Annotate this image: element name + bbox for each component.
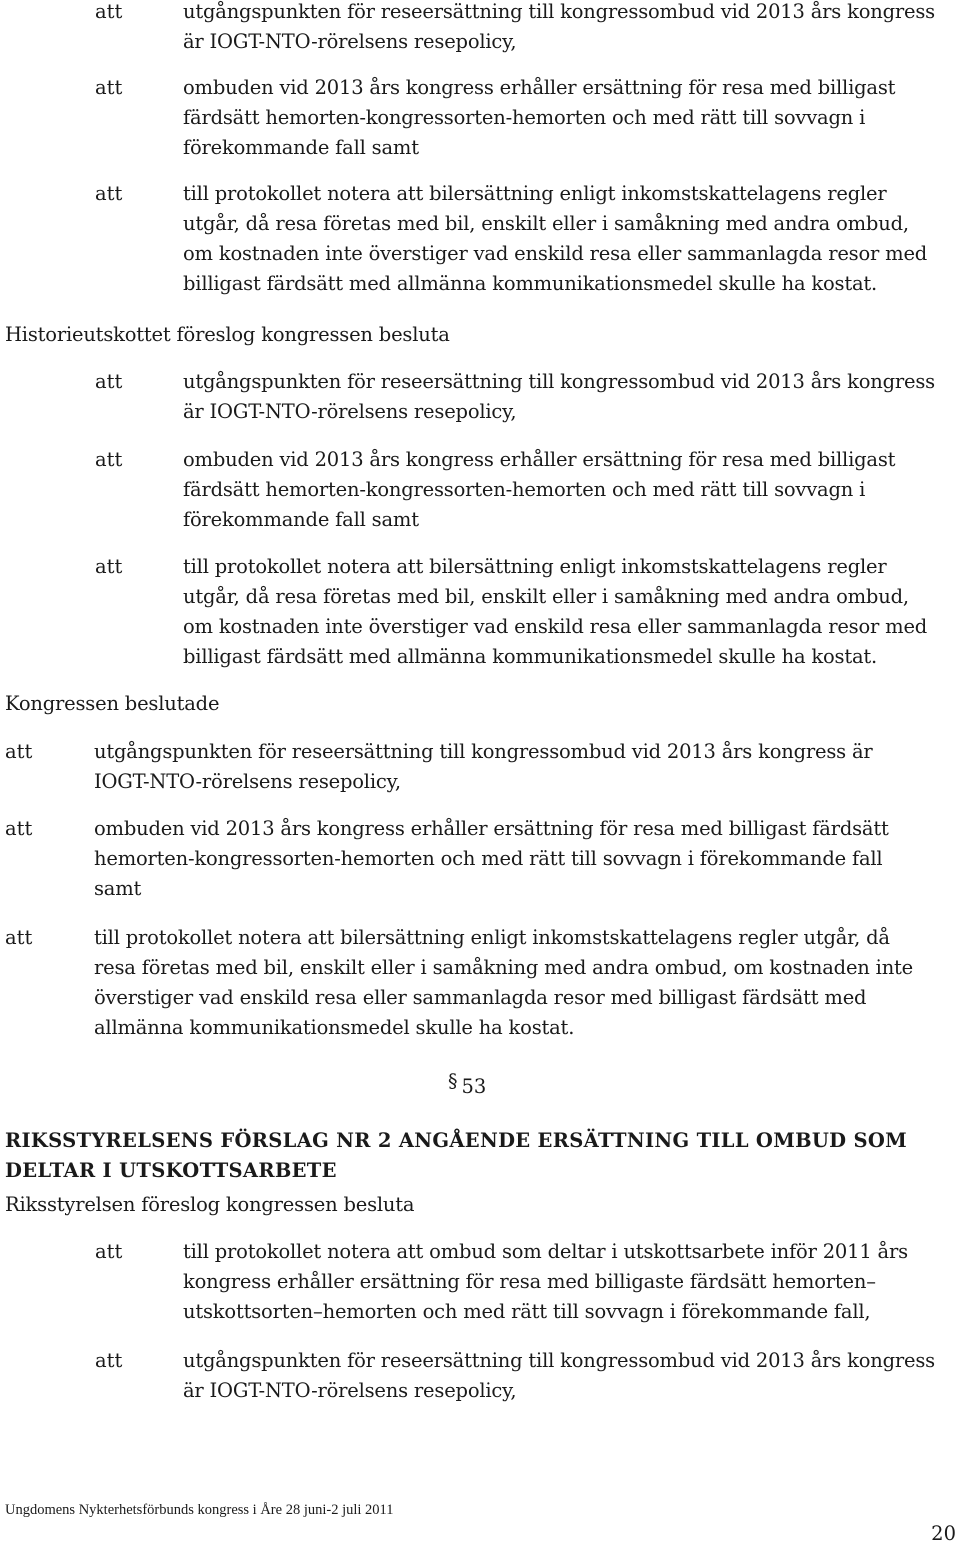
att-text: utgångspunkten för reseersättning till kongressombud vid 2013 års kongress är IOGT-NTO-rörelsens resepolicy, (183, 370, 935, 423)
att-label: att (95, 1349, 123, 1372)
att-text: till protokollet notera att ombud som deltar i utskottsarbete inför 2011 års kongress erhåller ersättning för resa med billigaste färdsätt hemorten– utskottsorten–hemorten och med rätt till sovvagn i förekommande fall, (183, 1240, 908, 1323)
att-list-top (0, 0, 960, 299)
att-item (0, 552, 960, 672)
section-number-value: 53 (461, 1075, 487, 1098)
att-item (0, 1346, 960, 1406)
att-text: ombuden vid 2013 års kongress erhåller ersättning för resa med billigast färdsätt hemorten-kongressorten-hemorten och med rätt till sovvagn i förekommande fall samt (183, 448, 896, 531)
att-item (0, 923, 960, 1043)
att-item (0, 0, 960, 73)
att-text: utgångspunkten för reseersättning till kongressombud vid 2013 års kongress är IOGT-NTO-rörelsens resepolicy, (94, 740, 873, 793)
att-text: ombuden vid 2013 års kongress erhåller ersättning för resa med billigast färdsätt hemorten-kongressorten-hemorten och med rätt till sovvagn i förekommande fall samt (183, 76, 896, 159)
att-text: till protokollet notera att bilersättning enligt inkomstskattelagens regler utgår, då resa företas med bil, enskilt eller i samåkning med andra ombud, om kostnaden inte överstiger vad enskild resa eller sammanlagda resor med billigast färdsätt med allmänna kommunikationsmedel skulle ha kostat. (183, 182, 928, 295)
kongressen-intro: Kongressen beslutade (5, 692, 220, 715)
page-number: 20 (931, 1522, 956, 1545)
historieutskottet-intro: Historieutskottet föreslog kongressen besluta (5, 323, 450, 346)
att-label: att (95, 370, 123, 393)
att-list-riksstyrelsen (0, 1237, 960, 1406)
att-label: att (95, 448, 123, 471)
att-label: att (95, 1240, 123, 1263)
att-label: att (95, 76, 123, 99)
att-item (0, 367, 960, 445)
att-label: att (95, 0, 123, 23)
riksstyrelsen-intro: Riksstyrelsen föreslog kongressen besluta (5, 1193, 415, 1216)
att-item (0, 814, 960, 923)
att-item (0, 73, 960, 179)
att-item (0, 179, 960, 299)
att-text: till protokollet notera att bilersättning enligt inkomstskattelagens regler utgår, då resa företas med bil, enskilt eller i samåkning med andra ombud, om kostnaden inte överstiger vad enskild resa eller sammanlagda resor med billigast färdsätt med allmänna kommunikationsmedel skulle ha kostat. (183, 555, 928, 668)
att-label: att (95, 555, 123, 578)
att-label: att (5, 817, 33, 840)
section-number (448, 1072, 486, 1102)
att-text: utgångspunkten för reseersättning till kongressombud vid 2013 års kongress är IOGT-NTO-rörelsens resepolicy, (183, 0, 935, 53)
att-list-historieutskottet (0, 367, 960, 672)
att-text: ombuden vid 2013 års kongress erhåller ersättning för resa med billigast färdsätt hemorten-kongressorten-hemorten och med rätt till sovvagn i förekommande fall samt (94, 817, 889, 900)
section-symbol: § (448, 1070, 458, 1092)
page-footer: Ungdomens Nykterhetsförbunds kongress i Åre 28 juni-2 juli 2011 (5, 1502, 394, 1518)
att-text: utgångspunkten för reseersättning till kongressombud vid 2013 års kongress är IOGT-NTO-rörelsens resepolicy, (183, 1349, 935, 1402)
att-label: att (5, 740, 33, 763)
att-label: att (5, 926, 33, 949)
section-heading: RIKSSTYRELSENS FÖRSLAG NR 2 ANGÅENDE ERSÄTTNING TILL OMBUD SOM DELTAR I UTSKOTTSARBETE (5, 1129, 908, 1182)
att-label: att (95, 182, 123, 205)
att-item (0, 1237, 960, 1346)
att-text: till protokollet notera att bilersättning enligt inkomstskattelagens regler utgår, då resa företas med bil, enskilt eller i samåkning med andra ombud, om kostnaden inte överstiger vad enskild resa eller sammanlagda resor med billigast färdsätt med allmänna kommunikationsmedel skulle ha kostat. (94, 926, 914, 1039)
att-list-kongressen (0, 737, 960, 1043)
att-item (0, 445, 960, 552)
att-item (0, 737, 960, 814)
